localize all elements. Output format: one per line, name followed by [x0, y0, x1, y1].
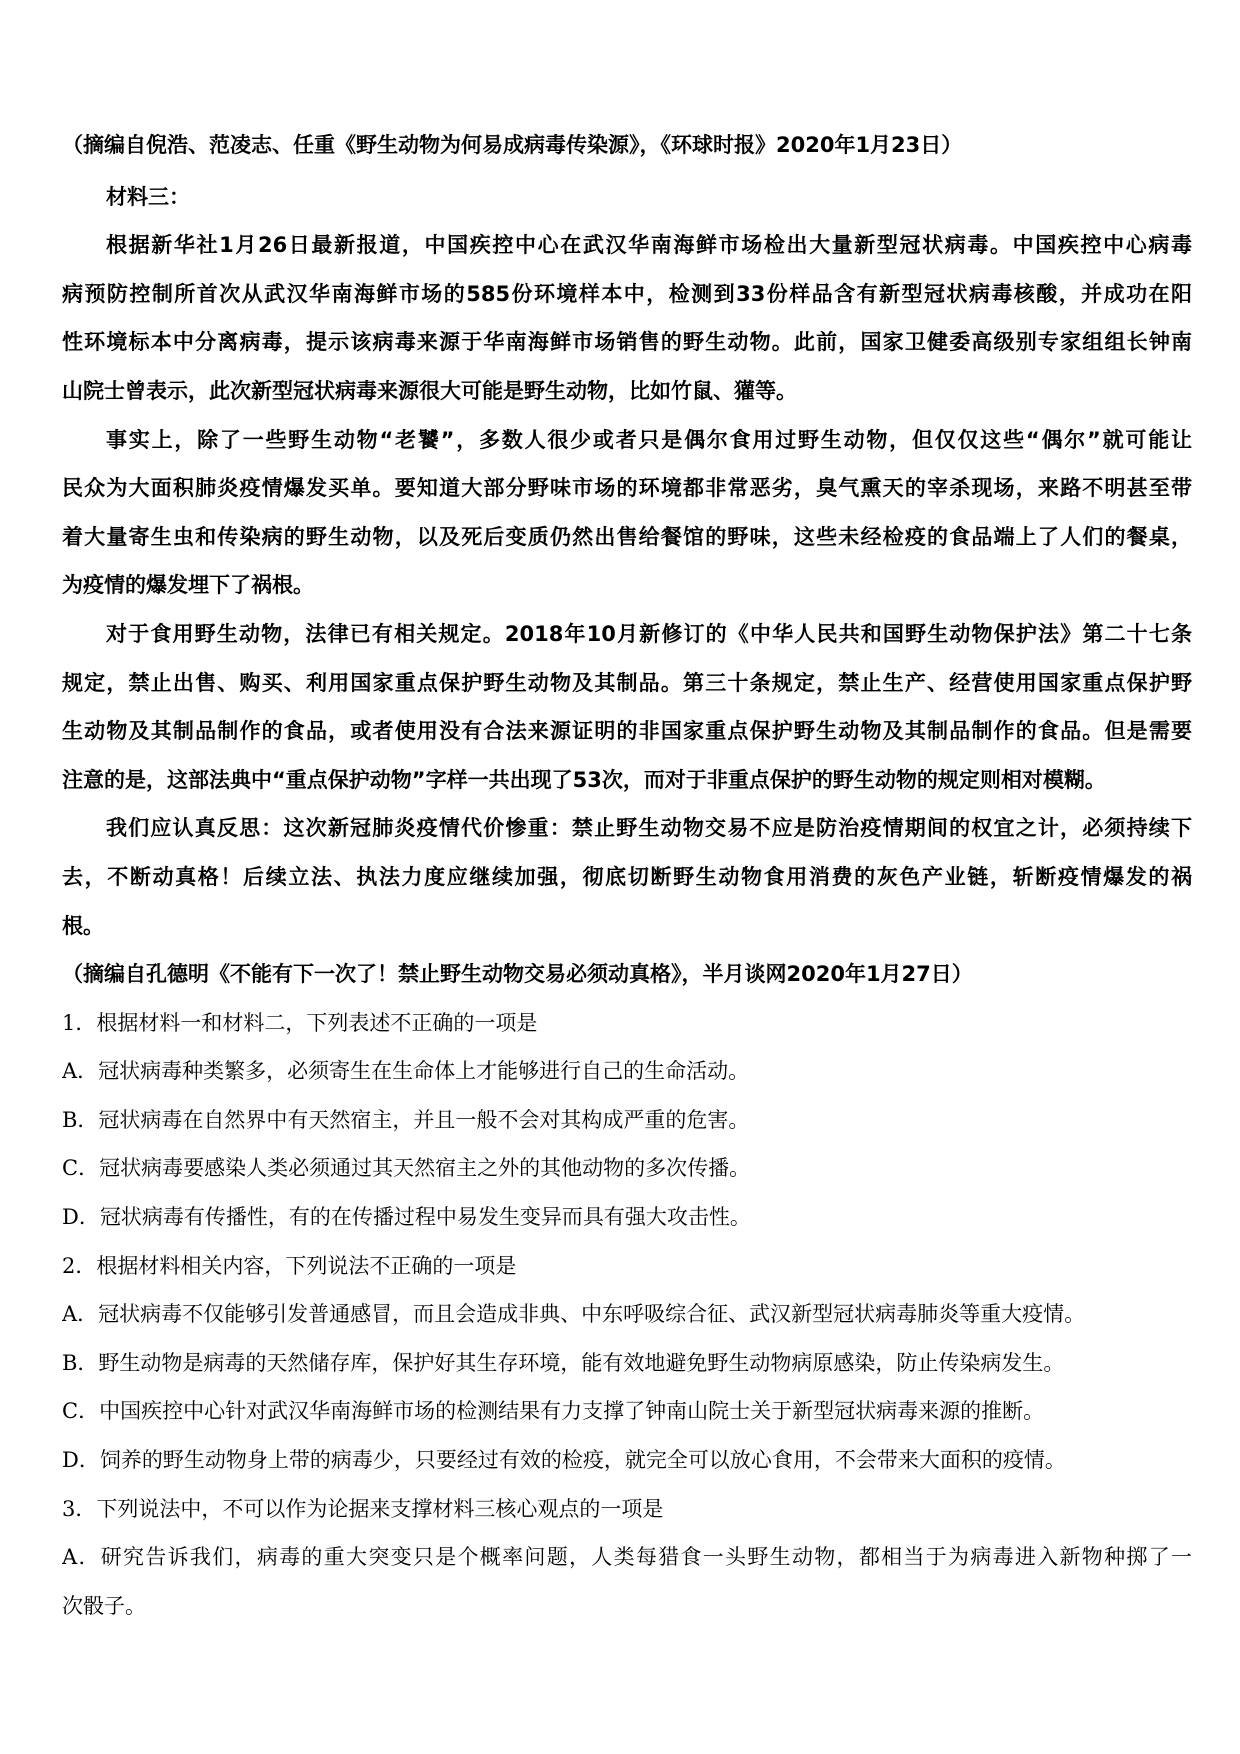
- paragraph-line: 我们应认真反思：这次新冠肺炎疫情代价惨重：禁止野生动物交易不应是防治疫情期间的权宜之计，必须持续下: [106, 816, 1192, 841]
- paragraph-line: 规定，禁止出售、购买、利用国家重点保护野生动物及其制品。第三十条规定，禁止生产、经营使用国家重点保护野: [62, 670, 1192, 695]
- answer-option: 次骰子。: [62, 1593, 146, 1618]
- document-page: [62, 121, 1192, 1630]
- answer-option: D．饲养的野生动物身上带的病毒少，只要经过有效的检疫，就完全可以放心食用，不会带来大面积的疫情。: [62, 1448, 1066, 1473]
- paragraph-line: 性环境标本中分离病毒，提示该病毒来源于华南海鲜市场销售的野生动物。此前，国家卫健委高级别专家组组长钟南: [62, 330, 1192, 355]
- paragraph-line: 事实上，除了一些野生动物“老饕”，多数人很少或者只是偶尔食用过野生动物，但仅仅这些“偶尔”就可能让: [106, 427, 1192, 452]
- source-citation-2: （摘编自孔德明《不能有下一次了！禁止野生动物交易必须动真格》，半月谈网2020年1月27日）: [62, 962, 973, 987]
- answer-option: D．冠状病毒有传播性，有的在传播过程中易发生变异而具有强大攻击性。: [62, 1205, 751, 1230]
- answer-option: C．冠状病毒要感染人类必须通过其天然宿主之外的其他动物的多次传播。: [62, 1156, 751, 1181]
- question-stem: 2．根据材料相关内容，下列说法不正确的一项是: [62, 1253, 517, 1278]
- paragraph-line: 山院士曾表示，此次新型冠状病毒来源很大可能是野生动物，比如竹鼠、獾等。: [62, 378, 797, 403]
- answer-option: C．中国疾控中心针对武汉华南海鲜市场的检测结果有力支撑了钟南山院士关于新型冠状病毒来源的推断。: [62, 1399, 1045, 1424]
- answer-option: A．研究告诉我们，病毒的重大突变只是个概率问题，人类每猎食一头野生动物，都相当于为病毒进入新物种掷了一: [62, 1545, 1192, 1570]
- paragraph-line: 去，不断动真格！后续立法、执法力度应继续加强，彻底切断野生动物食用消费的灰色产业链，斩断疫情爆发的祸: [62, 864, 1192, 889]
- paragraph-line: 对于食用野生动物，法律已有相关规定。2018年10月新修订的《中华人民共和国野生动物保护法》第二十七条: [106, 621, 1192, 646]
- answer-option: A．冠状病毒种类繁多，必须寄生在生命体上才能够进行自己的生命活动。: [62, 1059, 750, 1084]
- paragraph-line: 根。: [62, 913, 104, 938]
- question-stem: 1．根据材料一和材料二，下列表述不正确的一项是: [62, 1010, 538, 1035]
- paragraph-line: 着大量寄生虫和传染病的野生动物，以及死后变质仍然出售给餐馆的野味，这些未经检疫的食品端上了人们的餐桌，: [62, 524, 1192, 549]
- paragraph-line: 民众为大面积肺炎疫情爆发买单。要知道大部分野味市场的环境都非常恶劣，臭气熏天的宰杀现场，来路不明甚至带: [62, 476, 1192, 501]
- question-stem: 3．下列说法中，不可以作为论据来支撑材料三核心观点的一项是: [62, 1496, 664, 1521]
- paragraph-line: 病预防控制所首次从武汉华南海鲜市场的585份环境样本中，检测到33份样品含有新型冠状病毒核酸，并成功在阳: [62, 281, 1192, 306]
- paragraph-line: 根据新华社1月26日最新报道，中国疾控中心在武汉华南海鲜市场检出大量新型冠状病毒。中国疾控中心病毒: [106, 233, 1192, 258]
- paragraph-line: 为疫情的爆发埋下了祸根。: [62, 573, 314, 598]
- source-citation-1: （摘编自倪浩、范凌志、任重《野生动物为何易成病毒传染源》，《环球时报》2020年1月23日）: [62, 133, 963, 157]
- answer-option: B．野生动物是病毒的天然储存库，保护好其生存环境，能有效地避免野生动物病原感染，防止传染病发生。: [62, 1350, 1065, 1375]
- answer-option: B．冠状病毒在自然界中有天然宿主，并且一般不会对其构成严重的危害。: [62, 1107, 750, 1132]
- paragraph-line: 生动物及其制品制作的食品，或者使用没有合法来源证明的非国家重点保护野生动物及其制品制作的食品。但是需要: [62, 719, 1192, 744]
- answer-option: A．冠状病毒不仅能够引发普通感冒，而且会造成非典、中东呼吸综合征、武汉新型冠状病毒肺炎等重大疫情。: [62, 1302, 1086, 1327]
- material-3-body: [62, 221, 1192, 950]
- paragraph-line: 注意的是，这部法典中“重点保护动物”字样一共出现了53次，而对于非重点保护的野生动物的规定则相对模糊。: [62, 767, 1106, 792]
- material-3-heading: 材料三：: [106, 184, 190, 209]
- questions-section: [62, 999, 1192, 1631]
